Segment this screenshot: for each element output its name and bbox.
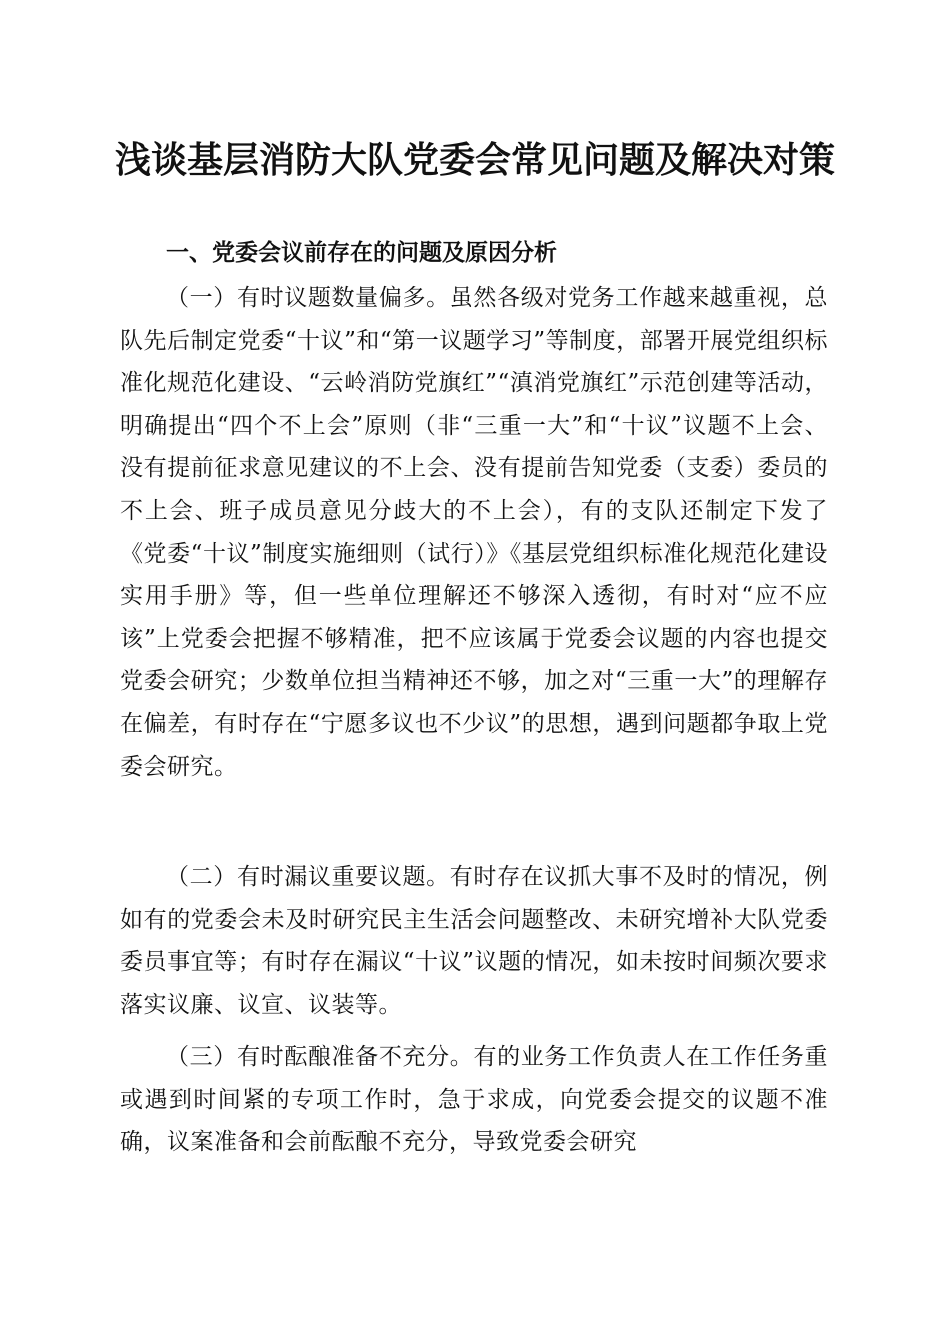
paragraph-2 — [120, 856, 828, 1026]
paragraph-1-body: 虽然各级对党务工作越来越重视，总队先后制定党委“十议”和“第一议题学习”等制度，部署开展党组织标准化规范化建设、“云岭消防党旗红”“滇消党旗红”示范创建等活动，明确提出“四个不上会”原则（非“三重一大”和“十议”议题不上会、没有提前征求意见建议的不上会、没有提前告知党委（支委）委员的不上会、班子成员意见分歧大的不上会），有的支队还制定下发了《党委“十议”制度实施细则（试行）》《基层党组织标准化规范化建设实用手册》等，但一些单位理解还不够深入透彻，有时对“应不应该”上党委会把握不够精准，把不应该属于党委会议题的内容也提交党委会研究；少数单位担当精神还不够，加之对“三重一大”的理解存在偏差，有时存在“宁愿多议也不少议”的思想，遇到问题都争取上党委会研究。 — [120, 285, 829, 780]
paragraph-1-lead: （一）有时议题数量偏多。 — [166, 285, 450, 311]
paragraph-3-lead: （三）有时酝酿准备不充分。 — [166, 1044, 474, 1070]
paragraph-2-lead: （二）有时漏议重要议题。 — [166, 864, 450, 890]
paragraph-3 — [120, 1036, 828, 1164]
document-title: 浅谈基层消防大队党委会常见问题及解决对策 — [114, 139, 835, 181]
paragraph-1 — [120, 277, 828, 788]
section-heading: 一、党委会议前存在的问题及原因分析 — [166, 240, 557, 266]
paragraph-3-body: 有的业务工作负责人在工作任务重或遇到时间紧的专项工作时，急于求成，向党委会提交的议题不准确，议案准备和会前酝酿不充分，导致党委会研究 — [120, 1044, 829, 1156]
paragraph-2-body: 有时存在议抓大事不及时的情况，例如有的党委会未及时研究民主生活会问题整改、未研究增补大队党委委员事宜等；有时存在漏议“十议”议题的情况，如未按时间频次要求落实议廉、议宣、议装等。 — [120, 864, 829, 1018]
